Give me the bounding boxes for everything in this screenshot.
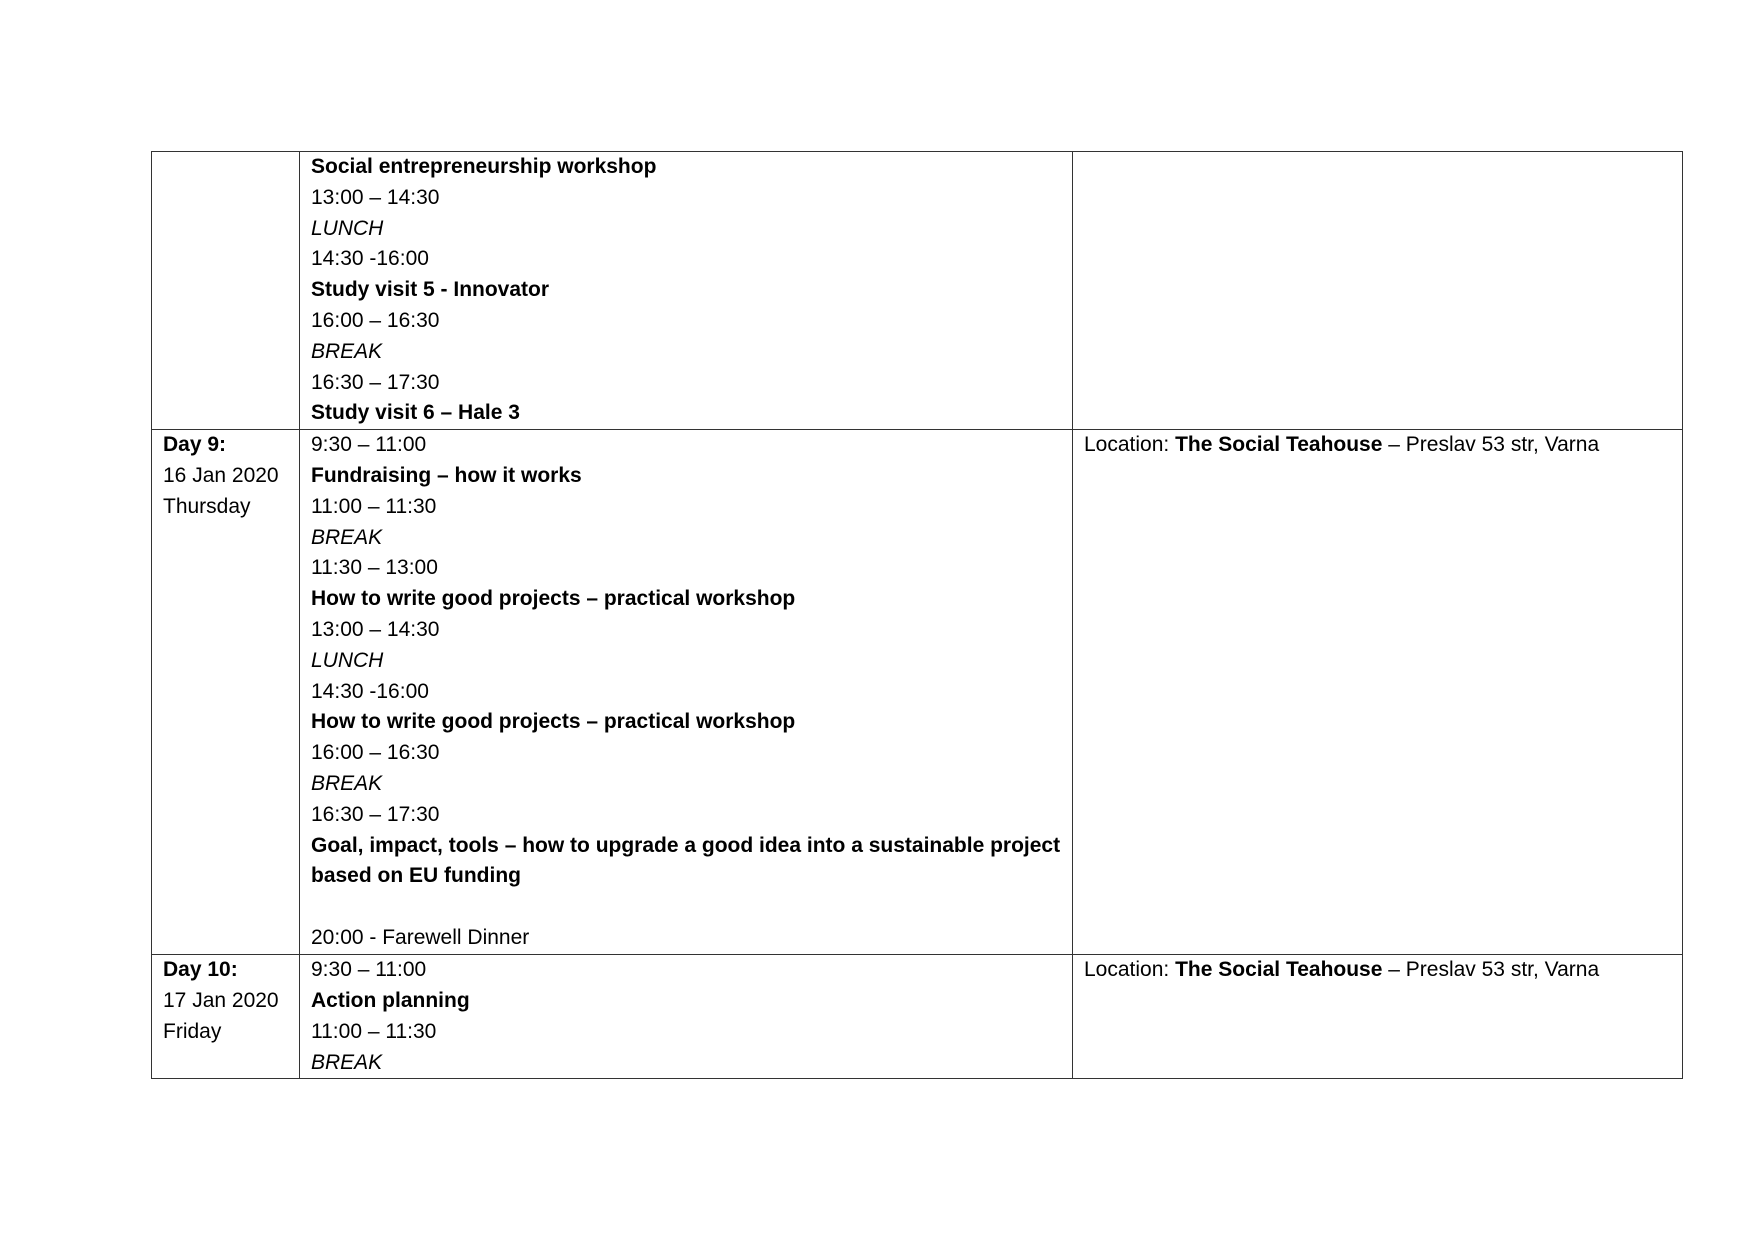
time-slot: 13:00 – 14:30: [311, 617, 440, 641]
time-slot: 16:00 – 16:30: [311, 308, 440, 332]
time-slot: 9:30 – 11:00: [311, 433, 427, 457]
blank-line: [311, 892, 1062, 923]
break-label: LUNCH: [311, 216, 384, 240]
location-cell: [1073, 152, 1683, 430]
session-title: Social entrepreneurship workshop: [311, 155, 657, 178]
table-row: [152, 955, 1683, 1079]
location-place: The Social Teahouse: [1175, 433, 1383, 457]
time-slot: 13:00 – 14:30: [311, 185, 440, 209]
break-label: BREAK: [311, 339, 383, 363]
break-label: LUNCH: [311, 648, 384, 672]
location-prefix: Location:: [1084, 433, 1176, 457]
day-cell: [152, 152, 300, 430]
break-label: BREAK: [311, 1050, 383, 1074]
day-cell: [152, 430, 300, 955]
time-slot: 16:00 – 16:30: [311, 741, 440, 765]
break-label: BREAK: [311, 771, 383, 795]
session-title: Fundraising – how it works: [311, 463, 582, 487]
time-slot: 9:30 – 11:00: [311, 958, 427, 982]
session-title: How to write good projects – practical workshop: [311, 710, 796, 734]
day-cell: [152, 955, 300, 1079]
session-title: Study visit 5 - Innovator: [311, 278, 550, 302]
session-title: Goal, impact, tools – how to upgrade a good idea into a sustainable project based on EU funding: [311, 833, 1061, 888]
day-label: Day 9:: [163, 433, 227, 457]
program-cell: [300, 430, 1073, 955]
schedule-table: [151, 151, 1683, 1079]
table-row: [152, 152, 1683, 430]
program-cell: [300, 955, 1073, 1079]
time-slot: 14:30 -16:00: [311, 247, 429, 271]
time-slot: 16:30 – 17:30: [311, 370, 440, 394]
program-cell: [300, 152, 1073, 430]
day-weekday: Thursday: [163, 494, 251, 518]
location-prefix: Location:: [1084, 958, 1176, 982]
location-cell: [1073, 955, 1683, 1079]
location-place: The Social Teahouse: [1175, 958, 1383, 982]
day-label: Day 10:: [163, 958, 238, 982]
time-slot: 11:30 – 13:00: [311, 556, 438, 580]
location-address: – Preslav 53 str, Varna: [1382, 958, 1600, 982]
session-title: How to write good projects – practical workshop: [311, 587, 796, 611]
time-slot: 14:30 -16:00: [311, 679, 429, 703]
session-title: Study visit 6 – Hale 3: [311, 401, 520, 425]
time-slot: 16:30 – 17:30: [311, 802, 440, 826]
location-address: – Preslav 53 str, Varna: [1382, 433, 1600, 457]
day-date: 16 Jan 2020: [163, 463, 279, 487]
break-label: BREAK: [311, 525, 383, 549]
session-title: Action planning: [311, 988, 470, 1012]
location-cell: [1073, 430, 1683, 955]
time-slot: 11:00 – 11:30: [311, 494, 437, 518]
location-text: [1084, 955, 1672, 986]
location-text: [1084, 430, 1672, 461]
day-date: 17 Jan 2020: [163, 988, 279, 1012]
evening-event: 20:00 - Farewell Dinner: [311, 925, 530, 949]
table-row: [152, 430, 1683, 955]
time-slot: 11:00 – 11:30: [311, 1019, 437, 1043]
day-weekday: Friday: [163, 1019, 222, 1043]
